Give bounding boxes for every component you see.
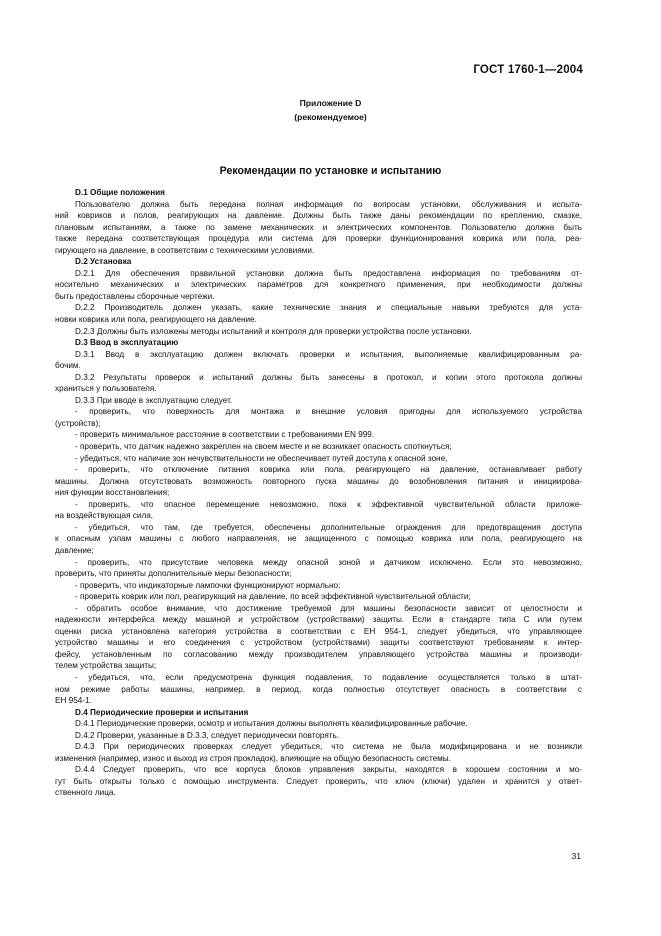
continuation-line: быть предоставлены сборочные чертежи. — [55, 291, 215, 301]
continuation-line: надежности интерфейса между машиной и устройством (устройствами) защиты. Если в стандарте типа С или путем — [55, 615, 582, 625]
standard-designation: ГОСТ 1760-1—2004 — [473, 64, 583, 76]
paragraph-line: - убедиться, что наличие зон нечувствительности не обеспечивает путей доступа к опасной зоне, — [75, 453, 448, 463]
continuation-line: фейсу, установленным по согласованию между производителем управляющего устройства машины и производи- — [55, 649, 582, 659]
page-title: Рекомендации по установке и испытанию — [219, 165, 442, 177]
continuation-line: бочим. — [55, 361, 81, 371]
paragraph-line: Пользователю должна быть передана полная информация по вопросам установки, обслуживания и испыта- — [75, 199, 582, 209]
continuation-line: гут быть открыты только с помощью инструмента. Следует проверить, что ключ (ключи) удален и хранится у ответ- — [55, 776, 582, 786]
paragraph-line: D.3.1 Ввод в эксплуатацию должен включать проверки и испытания, выполняемые квалифицированным ра- — [75, 349, 582, 359]
section-heading: D.4 Периодические проверки и испытания — [75, 707, 249, 717]
continuation-line: оценки риска установлена категория устройства в соответствии с ЕН 954-1, следует убедиться, что управляющее — [55, 626, 582, 636]
continuation-line: ний ковриков и полов, реагирующих на давление. Должны быть также даны рекомендации по креплению, смазке, — [55, 211, 582, 221]
paragraph-line: D.2.1 Для обеспечения правильной установки должна быть предоставлена информация по требованиям от- — [75, 268, 582, 278]
section-heading: D.2 Установка — [75, 257, 132, 267]
paragraph-line: D.2.3 Должны быть изложены методы испытаний и контроля для проверки устройства после установки. — [75, 326, 472, 336]
continuation-line: на воздействующая сила, — [55, 511, 154, 521]
continuation-line: изменения (например, износ и выход из строя прокладок), влияющие на общую безопасность системы. — [55, 753, 451, 763]
continuation-line: ния функции восстановления; — [55, 488, 170, 498]
page-number: 31 — [571, 851, 581, 861]
paragraph-line: - проверить, что отключение питания коврика или пола, реагирующего на давление, останавливает работу — [75, 465, 582, 475]
continuation-line: к опасным узлам машины с любого направления, не защищенного с помощью коврика или пола, реагирующего на — [55, 534, 582, 544]
section-heading: D.3 Ввод в эксплуатацию — [75, 338, 179, 348]
paragraph-line: D.2.2 Производитель должен указать, какие технические знания и специальные навыки требуются для уста- — [75, 303, 582, 313]
continuation-line: также передана соответствующая процедура или система для проверки функционирования коврика или пола, реа- — [55, 234, 582, 244]
continuation-line: новки коврика или пола, реагирующего на давление. — [55, 315, 257, 325]
continuation-line: храниться у пользователя. — [55, 384, 157, 394]
continuation-line: (устройств); — [55, 418, 101, 428]
paragraph-line: - убедиться, что там, где требуется, обеспечены дополнительные ограждения для предотвращения доступа — [75, 522, 582, 532]
continuation-line: машины. Должна отсутствовать возможность повторного пуска машины до возобновления питания и инициирова- — [55, 476, 582, 486]
paragraph-line: - проверить, что присутствие человека между опасной зоной и датчиком исключено. Если это невозможно, — [75, 557, 582, 567]
paragraph-line: D.4.1 Периодические проверки, осмотр и испытания должны выполнять квалифицированные рабочие. — [75, 719, 468, 729]
continuation-line: давление; — [55, 545, 94, 555]
paragraph-line: - проверить, что датчик надежно закреплен на своем месте и не возникает опасность споткнуться; — [75, 442, 452, 452]
paragraph-line: - убедиться, что, если предусмотрена функция подавления, то подавление осуществляется только в штат- — [75, 672, 582, 682]
section-heading: D.1 Общие положения — [75, 188, 165, 197]
paragraph-line: - проверить коврик или пол, реагирующий на давление, по всей эффективной чувствительной области; — [75, 592, 471, 602]
paragraph-line: D.3.2 Результаты проверок и испытаний должны быть занесены в протокол, и копии этого протокола должны — [75, 372, 582, 382]
continuation-line: телем устройства защиты; — [55, 661, 157, 671]
continuation-line: устройство машины и его соединения с устройством (устройствами) защиты соответствуют требованиям к интер- — [55, 638, 582, 648]
annex-status: (рекомендуемое) — [294, 112, 367, 122]
continuation-line: плановым испытаниям, а также по замене механических и электрических компонентов. Пользователю должна быть — [55, 222, 582, 232]
document-body — [55, 187, 582, 799]
paragraph-line: D.4.2 Проверки, указанные в D.3.3, следует периодически повторять. — [75, 730, 340, 740]
continuation-line: проверить, что приняты дополнительные меры безопасности; — [55, 569, 292, 579]
continuation-line: ном режиме работы машины, например, в период, когда полностью отсутствует опасность в соответствии с — [55, 684, 582, 694]
continuation-line: гирующего на давление, в соответствии с техническими условиями. — [55, 245, 315, 255]
continuation-line: носительно механических и электрических параметров для конкретного применения, при необходимости должны — [55, 280, 582, 290]
annex-label: Приложение D — [299, 98, 362, 108]
paragraph-line: D.4.3 При периодических проверках следует убедиться, что система не была модифицирована и не возникли — [75, 742, 582, 752]
continuation-line: ЕН 954-1. — [55, 696, 92, 706]
paragraph-line: - проверить, что поверхность для монтажа и внешние условия пригодны для используемого устройства — [75, 407, 582, 417]
paragraph-line: - обратить особое внимание, что достижение требуемой для машины безопасности зависит от целостности и — [75, 603, 582, 613]
paragraph-line: D.4.4 Следует проверить, что все корпуса блоков управления закрыты, находятся в хорошем состоянии и мо- — [75, 765, 582, 775]
paragraph-line: - проверить минимальное расстояние в соответствии с требованиями EN 999. — [75, 430, 375, 440]
paragraph-line: - проверить, что индикаторные лампочки функционируют нормально; — [75, 580, 341, 590]
paragraph-line: D.3.3 При вводе в эксплуатацию следует. — [75, 395, 233, 405]
paragraph-line: - проверить, что опасное перемещение невозможно, пока к эффективной чувствительной области приложе- — [75, 499, 582, 509]
continuation-line: ственного лица. — [55, 788, 116, 798]
